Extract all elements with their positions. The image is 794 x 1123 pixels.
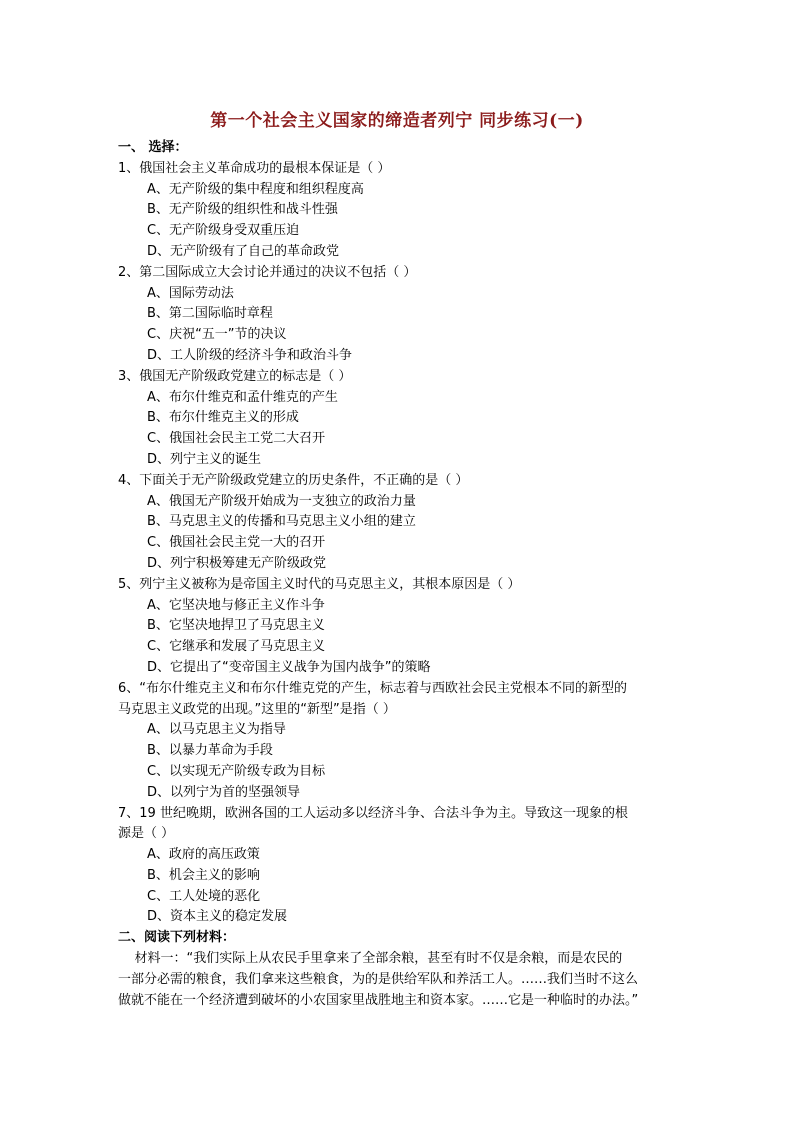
worksheet-body (118, 138, 688, 1011)
question-stem: 2、第二国际成立大会讨论并通过的决议不包括（ ） (118, 264, 417, 280)
option-a: A、它坚决地与修正主义作斗争 (147, 597, 325, 613)
question-3 (118, 367, 688, 471)
option-c: C、庆祝“五一”节的决议 (147, 327, 287, 343)
option-a: A、俄国无产阶级开始成为一支独立的政治力量 (147, 493, 416, 509)
option-d: D、以列宁为首的坚强领导 (147, 784, 301, 800)
option-d: D、无产阶级有了自己的革命政党 (147, 243, 340, 259)
question-stem: 4、下面关于无产阶级政党建立的历史条件，不正确的是（ ） (118, 472, 469, 488)
option-b: B、第二国际临时章程 (147, 306, 273, 322)
question-2 (118, 263, 688, 367)
material-line-3: 做就不能在一个经济遭到破坏的小农国家里战胜地主和资本家。……它是一种临时的办法。” (118, 992, 639, 1008)
question-1 (118, 159, 688, 263)
section-heading-choice: 一、 选择： (118, 140, 188, 155)
option-b: B、以暴力革命为手段 (147, 743, 273, 759)
option-d: D、它提出了“变帝国主义战争为国内战争”的策略 (147, 659, 431, 675)
option-c: C、无产阶级身受双重压迫 (147, 223, 300, 239)
question-stem-line-1: 7、19 世纪晚期，欧洲各国的工人运动多以经济斗争、合法斗争为主。导致这一现象的根 (118, 805, 628, 821)
question-stem: 1、俄国社会主义革命成功的最根本保证是（ ） (118, 160, 391, 176)
option-d: D、列宁主义的诞生 (147, 451, 262, 467)
option-b: B、它坚决地捍卫了马克思主义 (147, 618, 325, 634)
option-c: C、俄国社会民主工党二大召开 (147, 431, 326, 447)
question-stem-line-2: 源是（ ） (118, 826, 175, 842)
question-stem-line-1: 6、“布尔什维克主义和布尔什维克党的产生，标志着与西欧社会民主党根本不同的新型的 (118, 680, 628, 696)
question-stem-line-2: 马克思主义政党的出现。”这里的“新型”是指（ ） (118, 701, 396, 717)
option-a: A、政府的高压政策 (147, 847, 260, 863)
material-line-1: 材料一：“我们实际上从农民手里拿来了全部余粮，甚至有时不仅是余粮，而是农民的 (118, 951, 623, 967)
option-c: C、以实现无产阶级专政为目标 (147, 763, 326, 779)
option-b: B、布尔什维克主义的形成 (147, 410, 299, 426)
question-7 (118, 804, 688, 929)
question-6 (118, 679, 688, 804)
question-4 (118, 471, 688, 575)
question-stem: 5、列宁主义被称为是帝国主义时代的马克思主义，其根本原因是（ ） (118, 576, 521, 592)
page-title: 第一个社会主义国家的缔造者列宁 同步练习(一) (210, 111, 584, 131)
option-d: D、列宁积极筹建无产阶级政党 (147, 555, 327, 571)
material-line-2: 一部分必需的粮食，我们拿来这些粮食，为的是供给军队和养活工人。……我们当时不这么 (118, 971, 639, 987)
option-b: B、无产阶级的组织性和战斗性强 (147, 202, 338, 218)
option-a: A、国际劳动法 (147, 285, 234, 301)
option-d: D、资本主义的稳定发展 (147, 909, 288, 925)
option-b: B、机会主义的影响 (147, 867, 260, 883)
option-d: D、工人阶级的经济斗争和政治斗争 (147, 347, 353, 363)
option-a: A、以马克思主义为指导 (147, 722, 286, 738)
question-5 (118, 575, 688, 679)
option-c: C、它继承和发展了马克思主义 (147, 639, 326, 655)
option-c: C、俄国社会民主党一大的召开 (147, 535, 326, 551)
option-a: A、无产阶级的集中程度和组织程度高 (147, 181, 364, 197)
option-c: C、工人处境的恶化 (147, 888, 261, 904)
option-b: B、马克思主义的传播和马克思主义小组的建立 (147, 514, 416, 530)
material-one (118, 949, 688, 1011)
question-stem: 3、俄国无产阶级政党建立的标志是（ ） (118, 368, 352, 384)
option-a: A、布尔什维克和孟什维克的产生 (147, 389, 338, 405)
section-heading-reading: 二、阅读下列材料： (118, 930, 236, 946)
